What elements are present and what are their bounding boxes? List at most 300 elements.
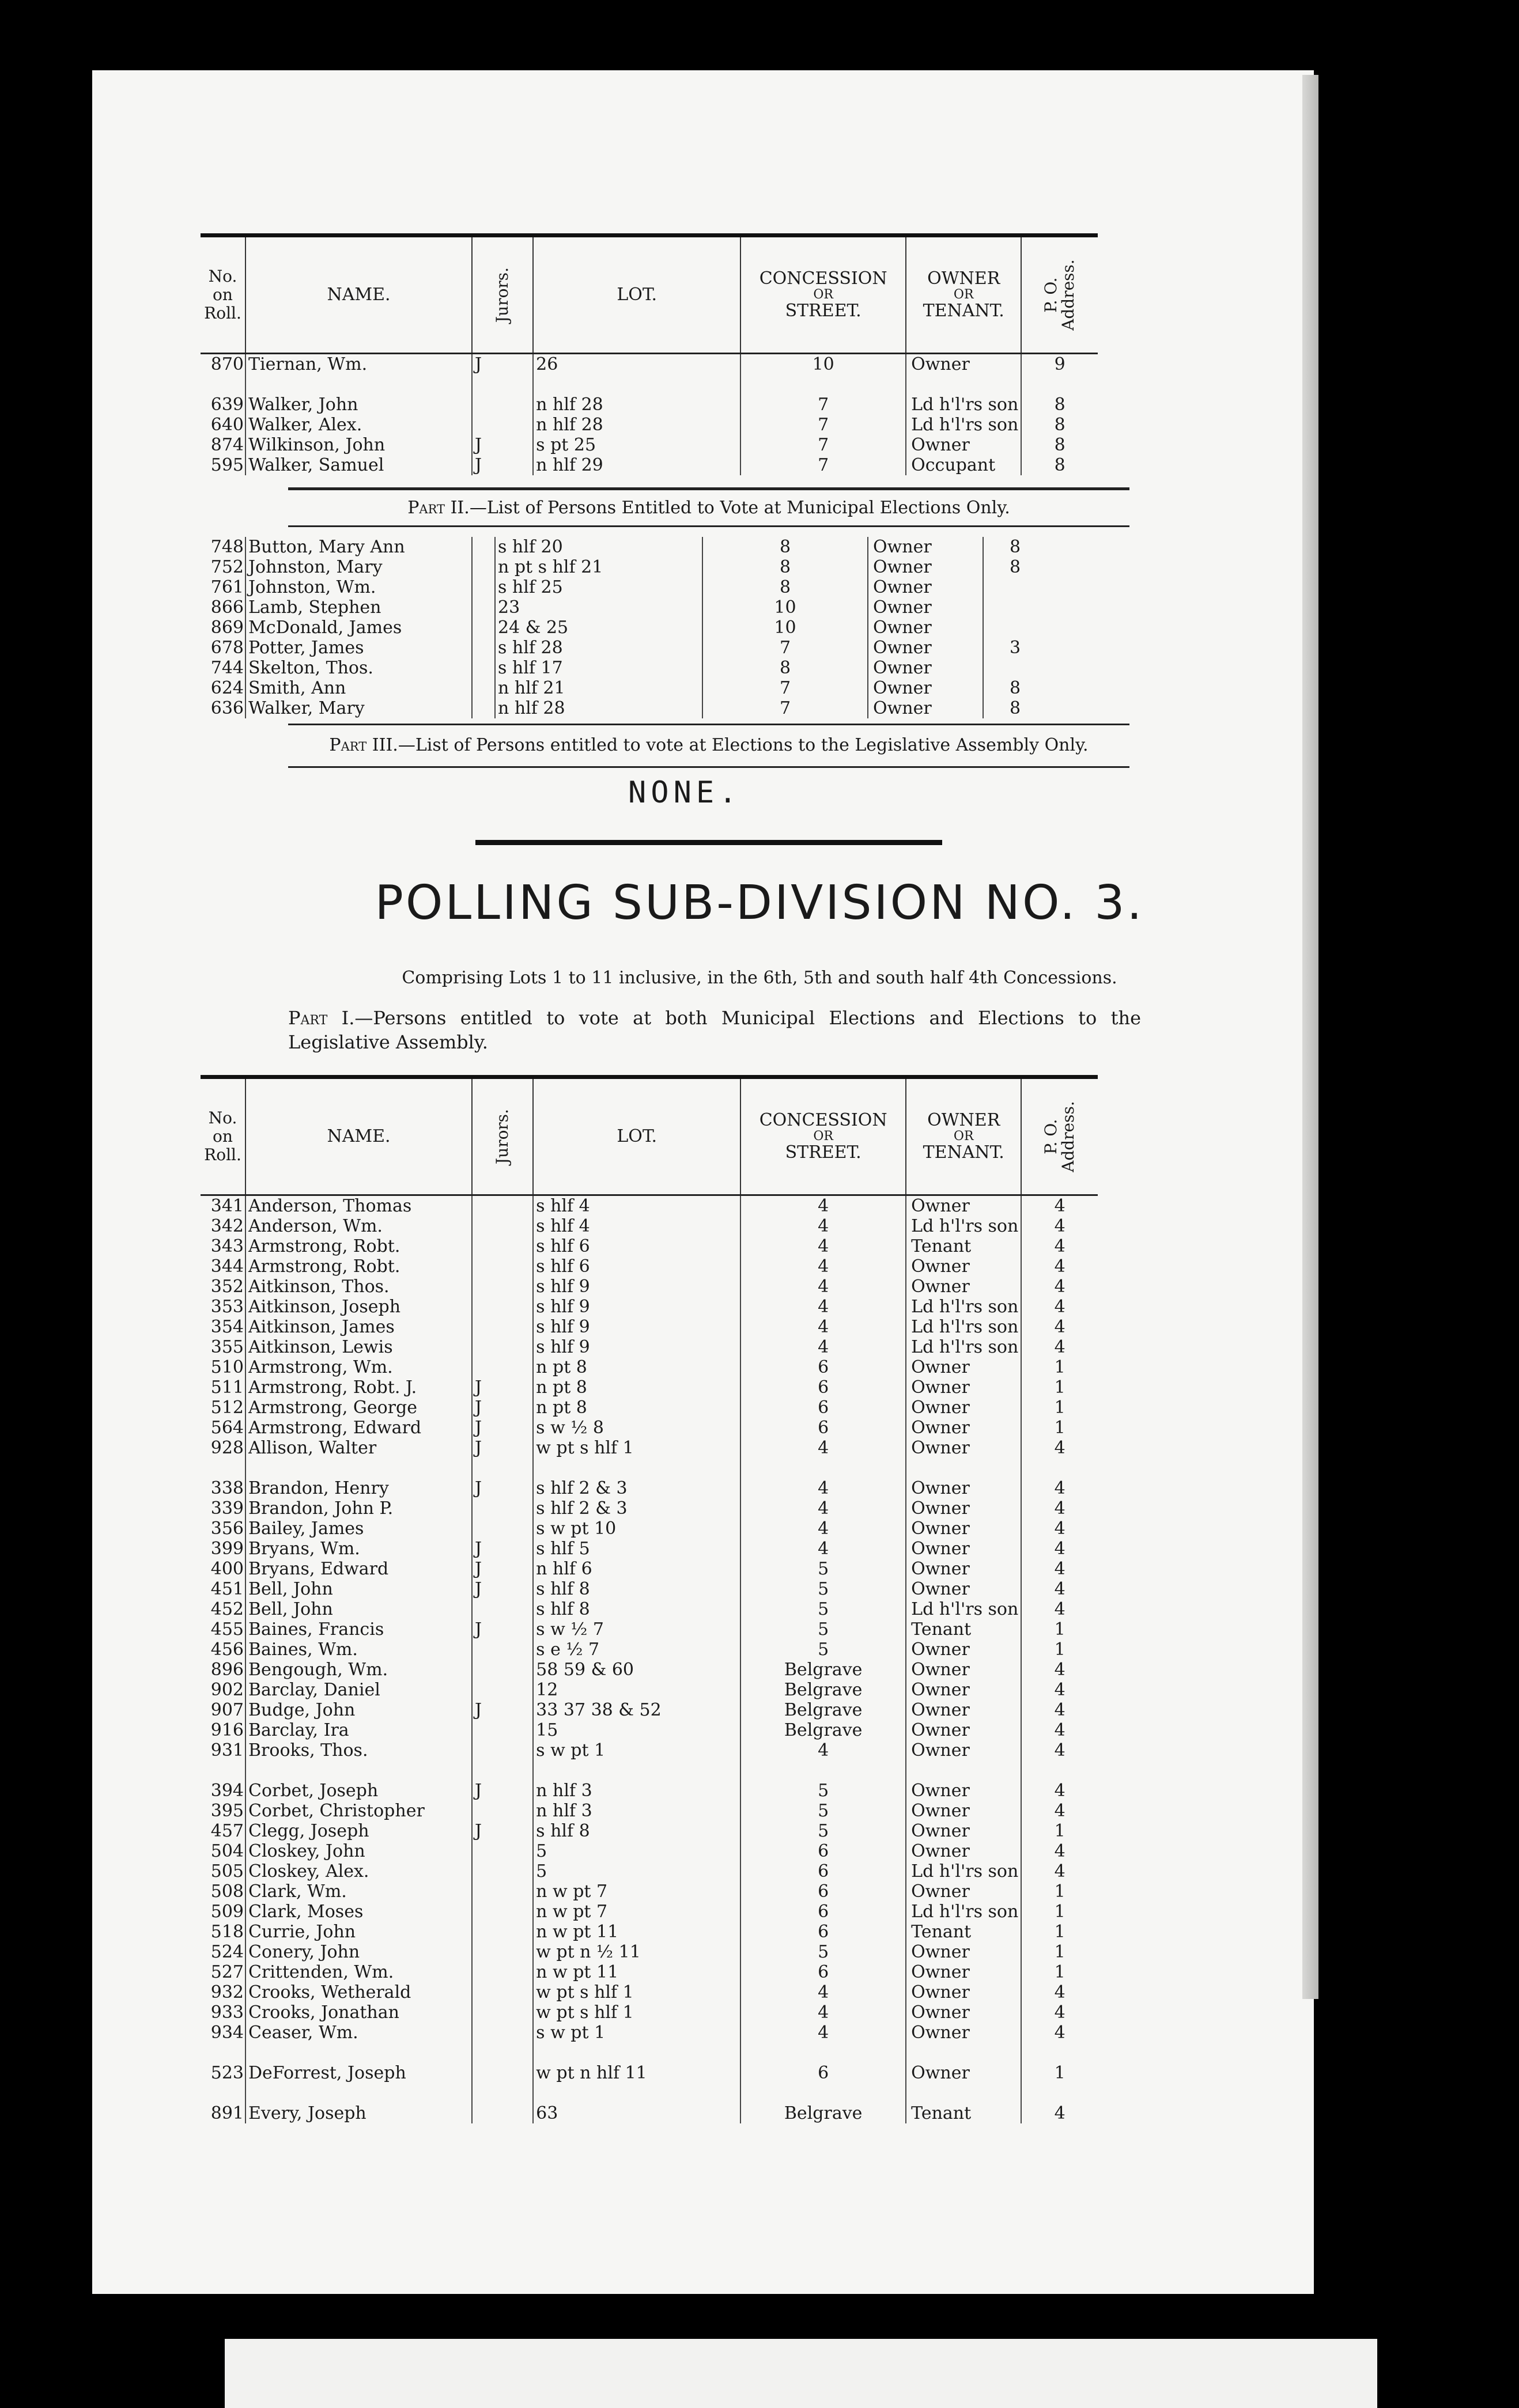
cell-lot: s hlf 6 <box>533 1256 740 1277</box>
cell-concession: 4 <box>740 1519 906 1539</box>
cell-po-address: 8 <box>983 537 1046 557</box>
header-concession: CONCESSION OR STREET. <box>740 236 906 354</box>
cell-owner-tenant: Owner <box>868 557 983 577</box>
table-row <box>201 1236 1098 1256</box>
row-spacer <box>201 2083 1098 2103</box>
cell-owner-tenant: Owner <box>906 1680 1021 1700</box>
cell-concession: 4 <box>740 1478 906 1498</box>
cell-roll-no: 523 <box>210 2063 244 2083</box>
cell-roll-no: 866 <box>210 597 244 618</box>
cell-po-address: 1 <box>1021 1942 1098 1962</box>
cell-owner-tenant: Ld h'l'rs son <box>906 1317 1021 1337</box>
cell-po-address: 4 <box>1021 1660 1098 1680</box>
cell-juror: J <box>472 1478 533 1498</box>
cell-lot: s hlf 28 <box>495 638 702 658</box>
cell-lot: s w pt 1 <box>533 2023 740 2043</box>
cell-lot: w pt s hlf 1 <box>533 1438 740 1458</box>
cell-name: Crittenden, Wm. <box>245 1962 472 1982</box>
table-row <box>201 1861 1098 1881</box>
cell-name: McDonald, James <box>245 618 472 638</box>
cell-concession: Belgrave <box>740 1720 906 1740</box>
table-row <box>201 354 1098 375</box>
cell-lot: s hlf 8 <box>533 1579 740 1599</box>
cell-lot: s hlf 8 <box>533 1599 740 1619</box>
cell-po-address: 1 <box>1021 1398 1098 1418</box>
cell-owner-tenant: Owner <box>906 2023 1021 2043</box>
cell-name: Barclay, Daniel <box>245 1680 472 1700</box>
table-row <box>201 1195 1098 1217</box>
cell-owner-tenant: Tenant <box>906 1619 1021 1640</box>
header-concession: CONCESSION OR STREET. <box>740 1077 906 1195</box>
table-row <box>201 455 1098 475</box>
cell-name: Corbet, Christopher <box>245 1801 472 1821</box>
cell-owner-tenant: Owner <box>906 1579 1021 1599</box>
spacer-cell <box>201 1760 245 1781</box>
cell-po-address: 4 <box>1021 1720 1098 1740</box>
cell-roll-no: 457 <box>210 1821 244 1841</box>
cell-owner-tenant: Owner <box>906 1962 1021 1982</box>
cell-name: Armstrong, Robt. J. <box>245 1377 472 1398</box>
cell-po-address: 4 <box>1021 1519 1098 1539</box>
cell-lot: 12 <box>533 1680 740 1700</box>
cell-roll-no: 504 <box>210 1841 244 1861</box>
cell-concession: 4 <box>740 1236 906 1256</box>
cell-name: Johnston, Mary <box>245 557 472 577</box>
cell-po-address: 4 <box>1021 1337 1098 1357</box>
cell-po-address: 1 <box>1021 1922 1098 1942</box>
cell-po-address: 1 <box>1021 2063 1098 2083</box>
cell-name: Crooks, Jonathan <box>245 2002 472 2023</box>
cell-juror <box>472 1640 533 1660</box>
cell-lot: 23 <box>495 597 702 618</box>
cell-po-address: 4 <box>1021 1599 1098 1619</box>
main-voters-table <box>201 1075 1098 2123</box>
cell-roll-no: 870 <box>210 354 244 374</box>
cell-po-address: 4 <box>1021 1740 1098 1760</box>
cell-juror: J <box>472 1559 533 1579</box>
cell-owner-tenant: Owner <box>906 2002 1021 2023</box>
cell-name: Johnston, Wm. <box>245 577 472 597</box>
header-po-address: P. O. Address. <box>1021 236 1098 354</box>
cell-roll-no: 505 <box>210 1861 244 1881</box>
table-row <box>201 597 1046 618</box>
row-spacer <box>201 2043 1098 2063</box>
header-name: NAME. <box>245 1077 472 1195</box>
cell-owner-tenant: Owner <box>906 1942 1021 1962</box>
table-row <box>201 415 1098 435</box>
cell-lot: s hlf 9 <box>533 1297 740 1317</box>
cell-owner-tenant: Owner <box>906 354 1021 375</box>
cell-lot: s hlf 20 <box>495 537 702 557</box>
spacer-cell <box>472 2083 533 2103</box>
cell-owner-tenant: Owner <box>906 1478 1021 1498</box>
table-row <box>201 1942 1098 1962</box>
page-edge <box>1302 75 1318 1999</box>
header-jurors: Jurors. <box>472 1077 533 1195</box>
cell-concession: Belgrave <box>740 1660 906 1680</box>
table-row <box>201 1599 1098 1619</box>
cell-po-address: 4 <box>1021 1317 1098 1337</box>
table-row <box>201 1438 1098 1458</box>
cell-lot: w pt n ½ 11 <box>533 1942 740 1962</box>
cell-roll-no: 395 <box>210 1801 244 1821</box>
spacer-cell <box>245 374 472 395</box>
cell-roll-no: 595 <box>210 455 244 475</box>
spacer-cell <box>1021 2083 1098 2103</box>
cell-owner-tenant: Tenant <box>906 1922 1021 1942</box>
table-row <box>201 1740 1098 1760</box>
cell-name: Aitkinson, Lewis <box>245 1337 472 1357</box>
cell-juror <box>472 678 495 698</box>
cell-juror: J <box>472 1398 533 1418</box>
cell-lot: 58 59 & 60 <box>533 1660 740 1680</box>
part2-heading: Part II.—List of Persons Entitled to Vote at Municipal Elections Only. <box>407 498 1010 518</box>
spacer-cell <box>740 1458 906 1478</box>
next-page-edge <box>225 2339 1377 2408</box>
table-row <box>201 618 1046 638</box>
cell-name: Bell, John <box>245 1599 472 1619</box>
cell-name: DeForrest, Joseph <box>245 2063 472 2083</box>
cell-concession: 7 <box>740 455 906 475</box>
table-row <box>201 678 1046 698</box>
cell-roll-no: 874 <box>210 435 244 455</box>
cell-concession: 5 <box>740 1942 906 1962</box>
cell-name: Closkey, Alex. <box>245 1861 472 1881</box>
cell-roll-no: 341 <box>210 1196 244 1216</box>
cell-name: Brandon, Henry <box>245 1478 472 1498</box>
cell-name: Crooks, Wetherald <box>245 1982 472 2002</box>
cell-lot: n hlf 3 <box>533 1801 740 1821</box>
cell-lot: s w ½ 8 <box>533 1418 740 1438</box>
header-jurors: Jurors. <box>472 236 533 354</box>
cell-roll-no: 891 <box>210 2103 244 2123</box>
section-title: POLLING SUB-DIVISION NO. 3. <box>375 876 1144 930</box>
table-row <box>201 1781 1098 1801</box>
cell-concession: 6 <box>740 1841 906 1861</box>
cell-po-address: 4 <box>1021 1579 1098 1599</box>
cell-name: Button, Mary Ann <box>245 537 472 557</box>
cell-owner-tenant: Owner <box>906 1640 1021 1660</box>
cell-lot: s hlf 17 <box>495 658 702 678</box>
cell-po-address: 4 <box>1021 1801 1098 1821</box>
part1-heading: Part I.—Persons entitled to vote at both Municipal Elections and Elections to the Legislative Assembly. <box>288 1007 1142 1053</box>
cell-name: Smith, Ann <box>245 678 472 698</box>
cell-juror: J <box>472 455 533 475</box>
table-row <box>201 1801 1098 1821</box>
spacer-cell <box>1021 1760 1098 1781</box>
cell-juror <box>472 1801 533 1821</box>
cell-juror <box>472 1519 533 1539</box>
cell-roll-no: 902 <box>210 1680 244 1700</box>
cell-lot: n hlf 28 <box>533 395 740 415</box>
cell-roll-no: 343 <box>210 1236 244 1256</box>
cell-concession: 5 <box>740 1559 906 1579</box>
cell-concession: 5 <box>740 1781 906 1801</box>
cell-name: Anderson, Thomas <box>245 1195 472 1217</box>
cell-roll-no: 344 <box>210 1256 244 1277</box>
cell-roll-no: 524 <box>210 1942 244 1962</box>
cell-owner-tenant: Owner <box>906 435 1021 455</box>
spacer-cell <box>201 374 245 395</box>
cell-po-address <box>983 618 1046 638</box>
table-row <box>201 1377 1098 1398</box>
cell-lot: n hlf 28 <box>495 698 702 718</box>
cell-name: Clark, Moses <box>245 1902 472 1922</box>
header-owner: OWNER OR TENANT. <box>906 1077 1021 1195</box>
spacer-cell <box>1021 1458 1098 1478</box>
cell-roll-no: 355 <box>210 1337 244 1357</box>
cell-concession: 7 <box>740 415 906 435</box>
cell-juror: J <box>472 1377 533 1398</box>
cell-lot: s hlf 9 <box>533 1277 740 1297</box>
cell-roll-no: 907 <box>210 1700 244 1720</box>
cell-owner-tenant: Owner <box>906 1438 1021 1458</box>
cell-owner-tenant: Owner <box>906 1519 1021 1539</box>
cell-lot: n w pt 11 <box>533 1922 740 1942</box>
cell-concession: 5 <box>740 1821 906 1841</box>
cell-juror <box>472 1357 533 1377</box>
cell-po-address: 1 <box>1021 1640 1098 1660</box>
table-row <box>201 1619 1098 1640</box>
cell-name: Conery, John <box>245 1942 472 1962</box>
cell-concession: 6 <box>740 1357 906 1377</box>
table-row <box>201 2063 1098 2083</box>
cell-concession: 7 <box>740 395 906 415</box>
cell-concession: 4 <box>740 1539 906 1559</box>
cell-owner-tenant: Ld h'l'rs son <box>906 1297 1021 1317</box>
cell-roll-no: 678 <box>210 638 244 658</box>
cell-concession: 8 <box>702 577 868 597</box>
cell-concession: 5 <box>740 1619 906 1640</box>
spacer-cell <box>201 2083 245 2103</box>
cell-juror <box>472 1841 533 1861</box>
cell-concession: 6 <box>740 1881 906 1902</box>
cell-lot: 33 37 38 & 52 <box>533 1700 740 1720</box>
cell-po-address: 4 <box>1021 1559 1098 1579</box>
cell-juror <box>472 395 533 415</box>
cell-owner-tenant: Owner <box>906 1256 1021 1277</box>
cell-po-address: 4 <box>1021 1236 1098 1256</box>
cell-roll-no: 338 <box>210 1478 244 1498</box>
cell-po-address: 8 <box>1021 435 1098 455</box>
cell-owner-tenant: Owner <box>906 1377 1021 1398</box>
table-row <box>201 435 1098 455</box>
cell-lot: w pt s hlf 1 <box>533 1982 740 2002</box>
cell-name: Bailey, James <box>245 1519 472 1539</box>
spacer-cell <box>533 1760 740 1781</box>
cell-concession: Belgrave <box>740 2103 906 2123</box>
cell-po-address: 4 <box>1021 2002 1098 2023</box>
table-row <box>201 395 1098 415</box>
header-owner: OWNER OR TENANT. <box>906 236 1021 354</box>
cell-roll-no: 869 <box>210 618 244 638</box>
cell-po-address: 8 <box>1021 455 1098 475</box>
cell-juror <box>472 2063 533 2083</box>
cell-name: Brooks, Thos. <box>245 1740 472 1760</box>
spacer-cell <box>740 2043 906 2063</box>
table-row <box>201 1317 1098 1337</box>
cell-po-address <box>983 597 1046 618</box>
cell-concession: 4 <box>740 1195 906 1217</box>
cell-po-address: 8 <box>983 698 1046 718</box>
cell-owner-tenant: Owner <box>868 638 983 658</box>
cell-po-address: 4 <box>1021 1195 1098 1217</box>
cell-name: Bell, John <box>245 1579 472 1599</box>
cell-name: Brandon, John P. <box>245 1498 472 1519</box>
cell-roll-no: 400 <box>210 1559 244 1579</box>
cell-po-address: 4 <box>1021 1216 1098 1236</box>
spacer-cell <box>1021 374 1098 395</box>
cell-roll-no: 934 <box>210 2023 244 2043</box>
cell-name: Potter, James <box>245 638 472 658</box>
header-lot: LOT. <box>533 236 740 354</box>
cell-juror: J <box>472 1781 533 1801</box>
cell-juror <box>472 415 533 435</box>
section-comprising: Comprising Lots 1 to 11 inclusive, in the 6th, 5th and south half 4th Concessions. <box>402 968 1117 988</box>
cell-juror <box>472 1982 533 2002</box>
cell-juror <box>472 577 495 597</box>
cell-concession: 5 <box>740 1579 906 1599</box>
cell-owner-tenant: Ld h'l'rs son <box>906 1216 1021 1236</box>
spacer-cell <box>533 1458 740 1478</box>
cell-name: Armstrong, Robt. <box>245 1236 472 1256</box>
cell-roll-no: 933 <box>210 2002 244 2023</box>
cell-name: Walker, John <box>245 395 472 415</box>
cell-lot: w pt s hlf 1 <box>533 2002 740 2023</box>
cell-roll-no: 932 <box>210 1982 244 2002</box>
cell-roll-no: 931 <box>210 1740 244 1760</box>
cell-lot: s hlf 4 <box>533 1216 740 1236</box>
cell-roll-no: 640 <box>210 415 244 435</box>
cell-po-address: 4 <box>1021 2023 1098 2043</box>
cell-juror <box>472 2023 533 2043</box>
table-row <box>201 537 1046 557</box>
cell-owner-tenant: Owner <box>906 1781 1021 1801</box>
cell-lot: s hlf 9 <box>533 1317 740 1337</box>
cell-name: Every, Joseph <box>245 2103 472 2123</box>
cell-po-address: 1 <box>1021 1377 1098 1398</box>
table-row <box>201 1519 1098 1539</box>
cell-name: Barclay, Ira <box>245 1720 472 1740</box>
cell-juror: J <box>472 1418 533 1438</box>
cell-po-address: 4 <box>1021 2103 1098 2123</box>
spacer-cell <box>740 2083 906 2103</box>
table-row <box>201 577 1046 597</box>
cell-roll-no: 752 <box>210 557 244 577</box>
cell-concession: 4 <box>740 1277 906 1297</box>
cell-concession: 6 <box>740 1377 906 1398</box>
cell-po-address: 8 <box>983 557 1046 577</box>
cell-roll-no: 564 <box>210 1418 244 1438</box>
cell-lot: s hlf 2 & 3 <box>533 1498 740 1519</box>
cell-owner-tenant: Owner <box>906 1559 1021 1579</box>
cell-owner-tenant: Ld h'l'rs son <box>906 1337 1021 1357</box>
row-spacer <box>201 374 1098 395</box>
cell-lot: 24 & 25 <box>495 618 702 638</box>
cell-owner-tenant: Owner <box>906 2063 1021 2083</box>
cell-juror <box>472 1216 533 1236</box>
cell-lot: s w pt 10 <box>533 1519 740 1539</box>
spacer-cell <box>533 2043 740 2063</box>
cell-concession: 7 <box>702 678 868 698</box>
table-row <box>201 1922 1098 1942</box>
table-row <box>201 1902 1098 1922</box>
cell-juror <box>472 1740 533 1760</box>
cell-name: Walker, Alex. <box>245 415 472 435</box>
cell-owner-tenant: Owner <box>868 537 983 557</box>
cell-name: Armstrong, Wm. <box>245 1357 472 1377</box>
table-row <box>201 1337 1098 1357</box>
cell-name: Walker, Samuel <box>245 455 472 475</box>
cell-name: Anderson, Wm. <box>245 1216 472 1236</box>
part2-voters-table <box>201 537 1046 718</box>
table-row <box>201 1216 1098 1236</box>
cell-juror <box>472 1337 533 1357</box>
cell-name: Bryans, Edward <box>245 1559 472 1579</box>
cell-roll-no: 510 <box>210 1357 244 1377</box>
top-voters-table <box>201 233 1098 475</box>
cell-po-address: 4 <box>1021 1539 1098 1559</box>
table-row <box>201 1418 1098 1438</box>
cell-name: Baines, Francis <box>245 1619 472 1640</box>
table-row <box>201 1297 1098 1317</box>
cell-juror <box>472 1195 533 1217</box>
cell-juror <box>472 618 495 638</box>
spacer-cell <box>906 2043 1021 2063</box>
cell-owner-tenant: Owner <box>906 1418 1021 1438</box>
spacer-cell <box>245 2083 472 2103</box>
cell-concession: 4 <box>740 2002 906 2023</box>
cell-roll-no: 353 <box>210 1297 244 1317</box>
cell-owner-tenant: Ld h'l'rs son <box>906 395 1021 415</box>
cell-lot: 15 <box>533 1720 740 1740</box>
header-po-address: P. O. Address. <box>1021 1077 1098 1195</box>
cell-owner-tenant: Owner <box>906 1277 1021 1297</box>
table-row <box>201 557 1046 577</box>
cell-lot: s e ½ 7 <box>533 1640 740 1660</box>
cell-roll-no: 624 <box>210 678 244 698</box>
cell-po-address: 8 <box>1021 395 1098 415</box>
cell-juror <box>472 1317 533 1337</box>
cell-roll-no: 636 <box>210 698 244 718</box>
cell-po-address: 4 <box>1021 1680 1098 1700</box>
cell-owner-tenant: Owner <box>868 678 983 698</box>
cell-roll-no: 455 <box>210 1619 244 1640</box>
cell-roll-no: 339 <box>210 1498 244 1519</box>
cell-lot: n pt 8 <box>533 1357 740 1377</box>
cell-juror <box>472 2103 533 2123</box>
spacer-cell <box>245 1760 472 1781</box>
table-row <box>201 1680 1098 1700</box>
cell-concession: 4 <box>740 1216 906 1236</box>
cell-concession: 8 <box>702 658 868 678</box>
divider <box>288 724 1129 725</box>
cell-roll-no: 399 <box>210 1539 244 1559</box>
cell-juror <box>472 658 495 678</box>
table-row <box>201 1559 1098 1579</box>
spacer-cell <box>906 1760 1021 1781</box>
cell-roll-no: 508 <box>210 1881 244 1902</box>
table-row <box>201 698 1046 718</box>
cell-po-address: 4 <box>1021 1700 1098 1720</box>
cell-roll-no: 512 <box>210 1398 244 1418</box>
cell-concession: 6 <box>740 1902 906 1922</box>
cell-owner-tenant: Owner <box>868 577 983 597</box>
cell-concession: 6 <box>740 2063 906 2083</box>
cell-name: Budge, John <box>245 1700 472 1720</box>
table-row <box>201 1357 1098 1377</box>
table-row <box>201 1660 1098 1680</box>
